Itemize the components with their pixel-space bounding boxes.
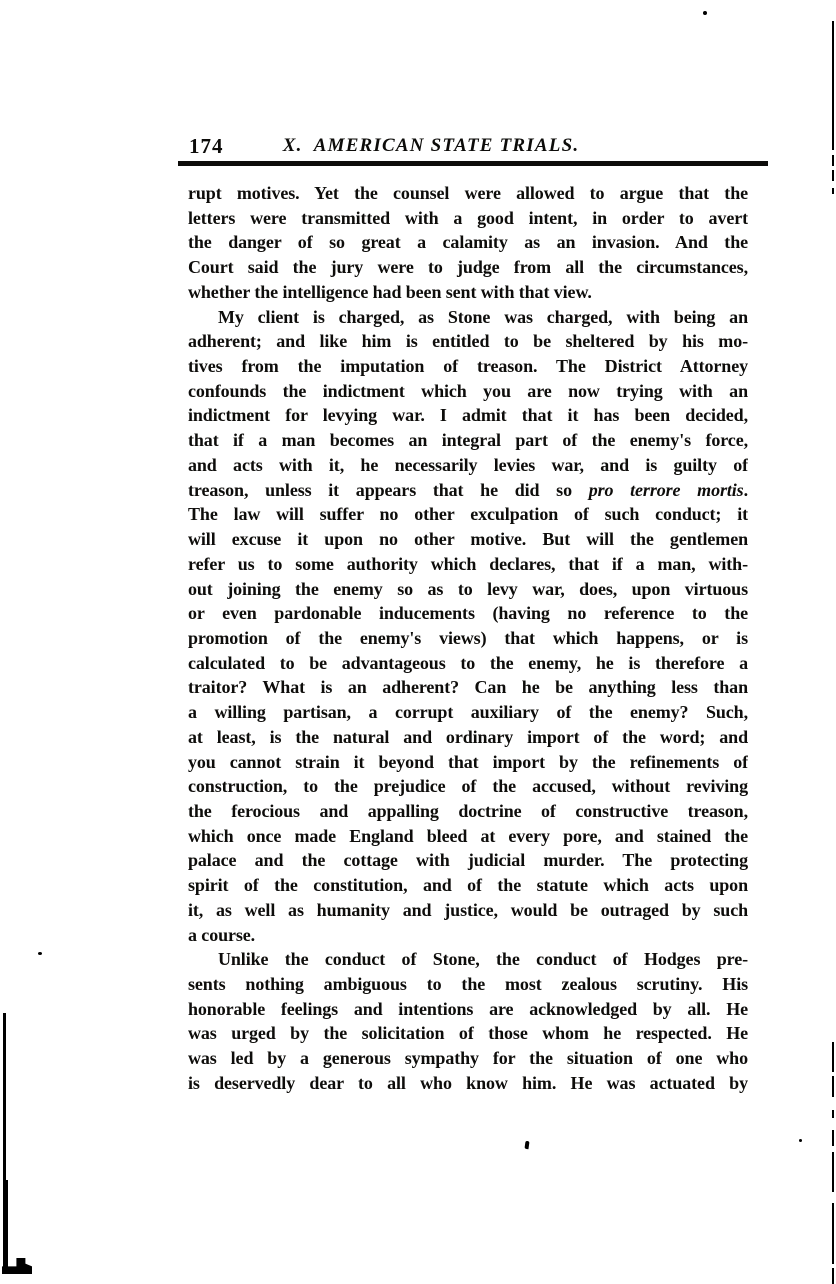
text-line: will excuse it upon no other motive. But will the gentlemen: [188, 529, 748, 550]
scan-edge-line-top-right: [832, 21, 834, 150]
text-line: Court said the jury were to judge from all the circumstances,: [188, 257, 748, 278]
text-line: sents nothing ambiguous to the most zealous scrutiny. His: [188, 974, 748, 994]
text-line: that if a man becomes an integral part of the enemy's force,: [188, 430, 748, 451]
text-line: promotion of the enemy's views) that which happens, or is: [188, 627, 748, 648]
text-line: refer us to some authority which declares, that if a man, with-: [188, 553, 748, 574]
page-number: 174: [189, 134, 224, 158]
text-line: adherent; and like him is entitled to be sheltered by his mo-: [188, 331, 748, 352]
scan-speck-right: [799, 1139, 802, 1142]
scan-edge-line-left-thick: [3, 1180, 8, 1272]
scan-speck-left: [38, 952, 42, 955]
text-line: whether the intelligence had been sent with that view.: [188, 281, 592, 302]
text-line: Unlike the conduct of Stone, the conduct of Hodges pre-: [218, 949, 748, 970]
paragraph: [188, 181, 748, 305]
scan-edge-dash: [832, 1076, 834, 1097]
scan-edge-dash: [832, 170, 834, 181]
scan-edge-dash: [832, 1042, 834, 1072]
scan-edge-dash: [832, 1110, 834, 1118]
scan-edge-dash: [832, 1152, 834, 1192]
text-line: construction, to the prejudice of the accused, without reviving: [188, 776, 748, 797]
scan-edge-dash: [832, 1203, 834, 1264]
scan-corner-baseline: [3, 1270, 31, 1274]
text-line: traitor? What is an adherent? Can he be anything less than: [188, 677, 748, 698]
text-line: a course.: [188, 924, 256, 945]
text-line: letters were transmitted with a good intent, in order to avert: [188, 207, 748, 228]
text-line: rupt motives. Yet the counsel were allowed to argue that the: [188, 183, 748, 203]
text-line: calculated to be advantageous to the enemy, he is therefore a: [188, 652, 748, 673]
text-line: or even pardonable inducements (having no reference to the: [188, 603, 748, 624]
text-line: spirit of the constitution, and of the statute which acts upon: [188, 875, 748, 896]
text-line: at least, is the natural and ordinary import of the word; and: [188, 726, 748, 747]
text-line: you cannot strain it beyond that import by the refinements of: [188, 751, 748, 772]
scan-edge-dash: [832, 1268, 834, 1284]
text-line: indictment for levying war. I admit that it has been decided,: [188, 405, 748, 426]
text-line: which once made England bleed at every pore, and stained the: [188, 825, 748, 846]
text-line: the ferocious and appalling doctrine of constructive treason,: [188, 800, 748, 821]
text-line: was led by a generous sympathy for the situation of one who: [188, 1048, 748, 1069]
page-body: [188, 181, 748, 1096]
paragraph: [188, 947, 748, 1095]
text-line: is deservedly dear to all who know him. He was actuated by: [188, 1072, 748, 1093]
scan-speck-comma: [524, 1141, 529, 1149]
text-line: honorable feelings and intentions are acknowledged by all. He: [188, 998, 748, 1019]
text-line: a willing partisan, a corrupt auxiliary of the enemy? Such,: [188, 702, 748, 723]
latin-phrase-italic: pro terrore mortis: [588, 479, 744, 500]
text-line: My client is charged, as Stone was charged, with being an: [218, 306, 748, 327]
text-line: it, as well as humanity and justice, would be outraged by such: [188, 899, 748, 920]
scan-speck-top: [703, 11, 707, 15]
text-line: palace and the cottage with judicial murder. The protecting: [188, 850, 748, 871]
text-line: the danger of so great a calamity as an invasion. And the: [188, 232, 748, 253]
text-line: tives from the imputation of treason. The District Attorney: [188, 356, 748, 377]
scan-edge-dash: [832, 1130, 834, 1146]
text-segment: treason, unless it appears that he did so: [188, 479, 589, 500]
text-line: confounds the indictment which you are now trying with an: [188, 380, 748, 401]
paragraph: [188, 305, 748, 948]
text-line: The law will suffer no other exculpation of such conduct; it: [188, 504, 748, 525]
text-segment: .: [743, 479, 748, 500]
text-line: was urged by the solicitation of those whom he respected. He: [188, 1023, 748, 1044]
scan-edge-dash: [832, 155, 834, 166]
text-line: and acts with it, he necessarily levies war, and is guilty of: [188, 454, 748, 475]
scan-edge-dash: [832, 188, 834, 194]
text-line: out joining the enemy so as to levy war, does, upon virtuous: [188, 578, 748, 599]
text-line: [188, 478, 748, 503]
running-title: X. AMERICAN STATE TRIALS.: [282, 135, 580, 156]
header-rule: [178, 161, 768, 166]
